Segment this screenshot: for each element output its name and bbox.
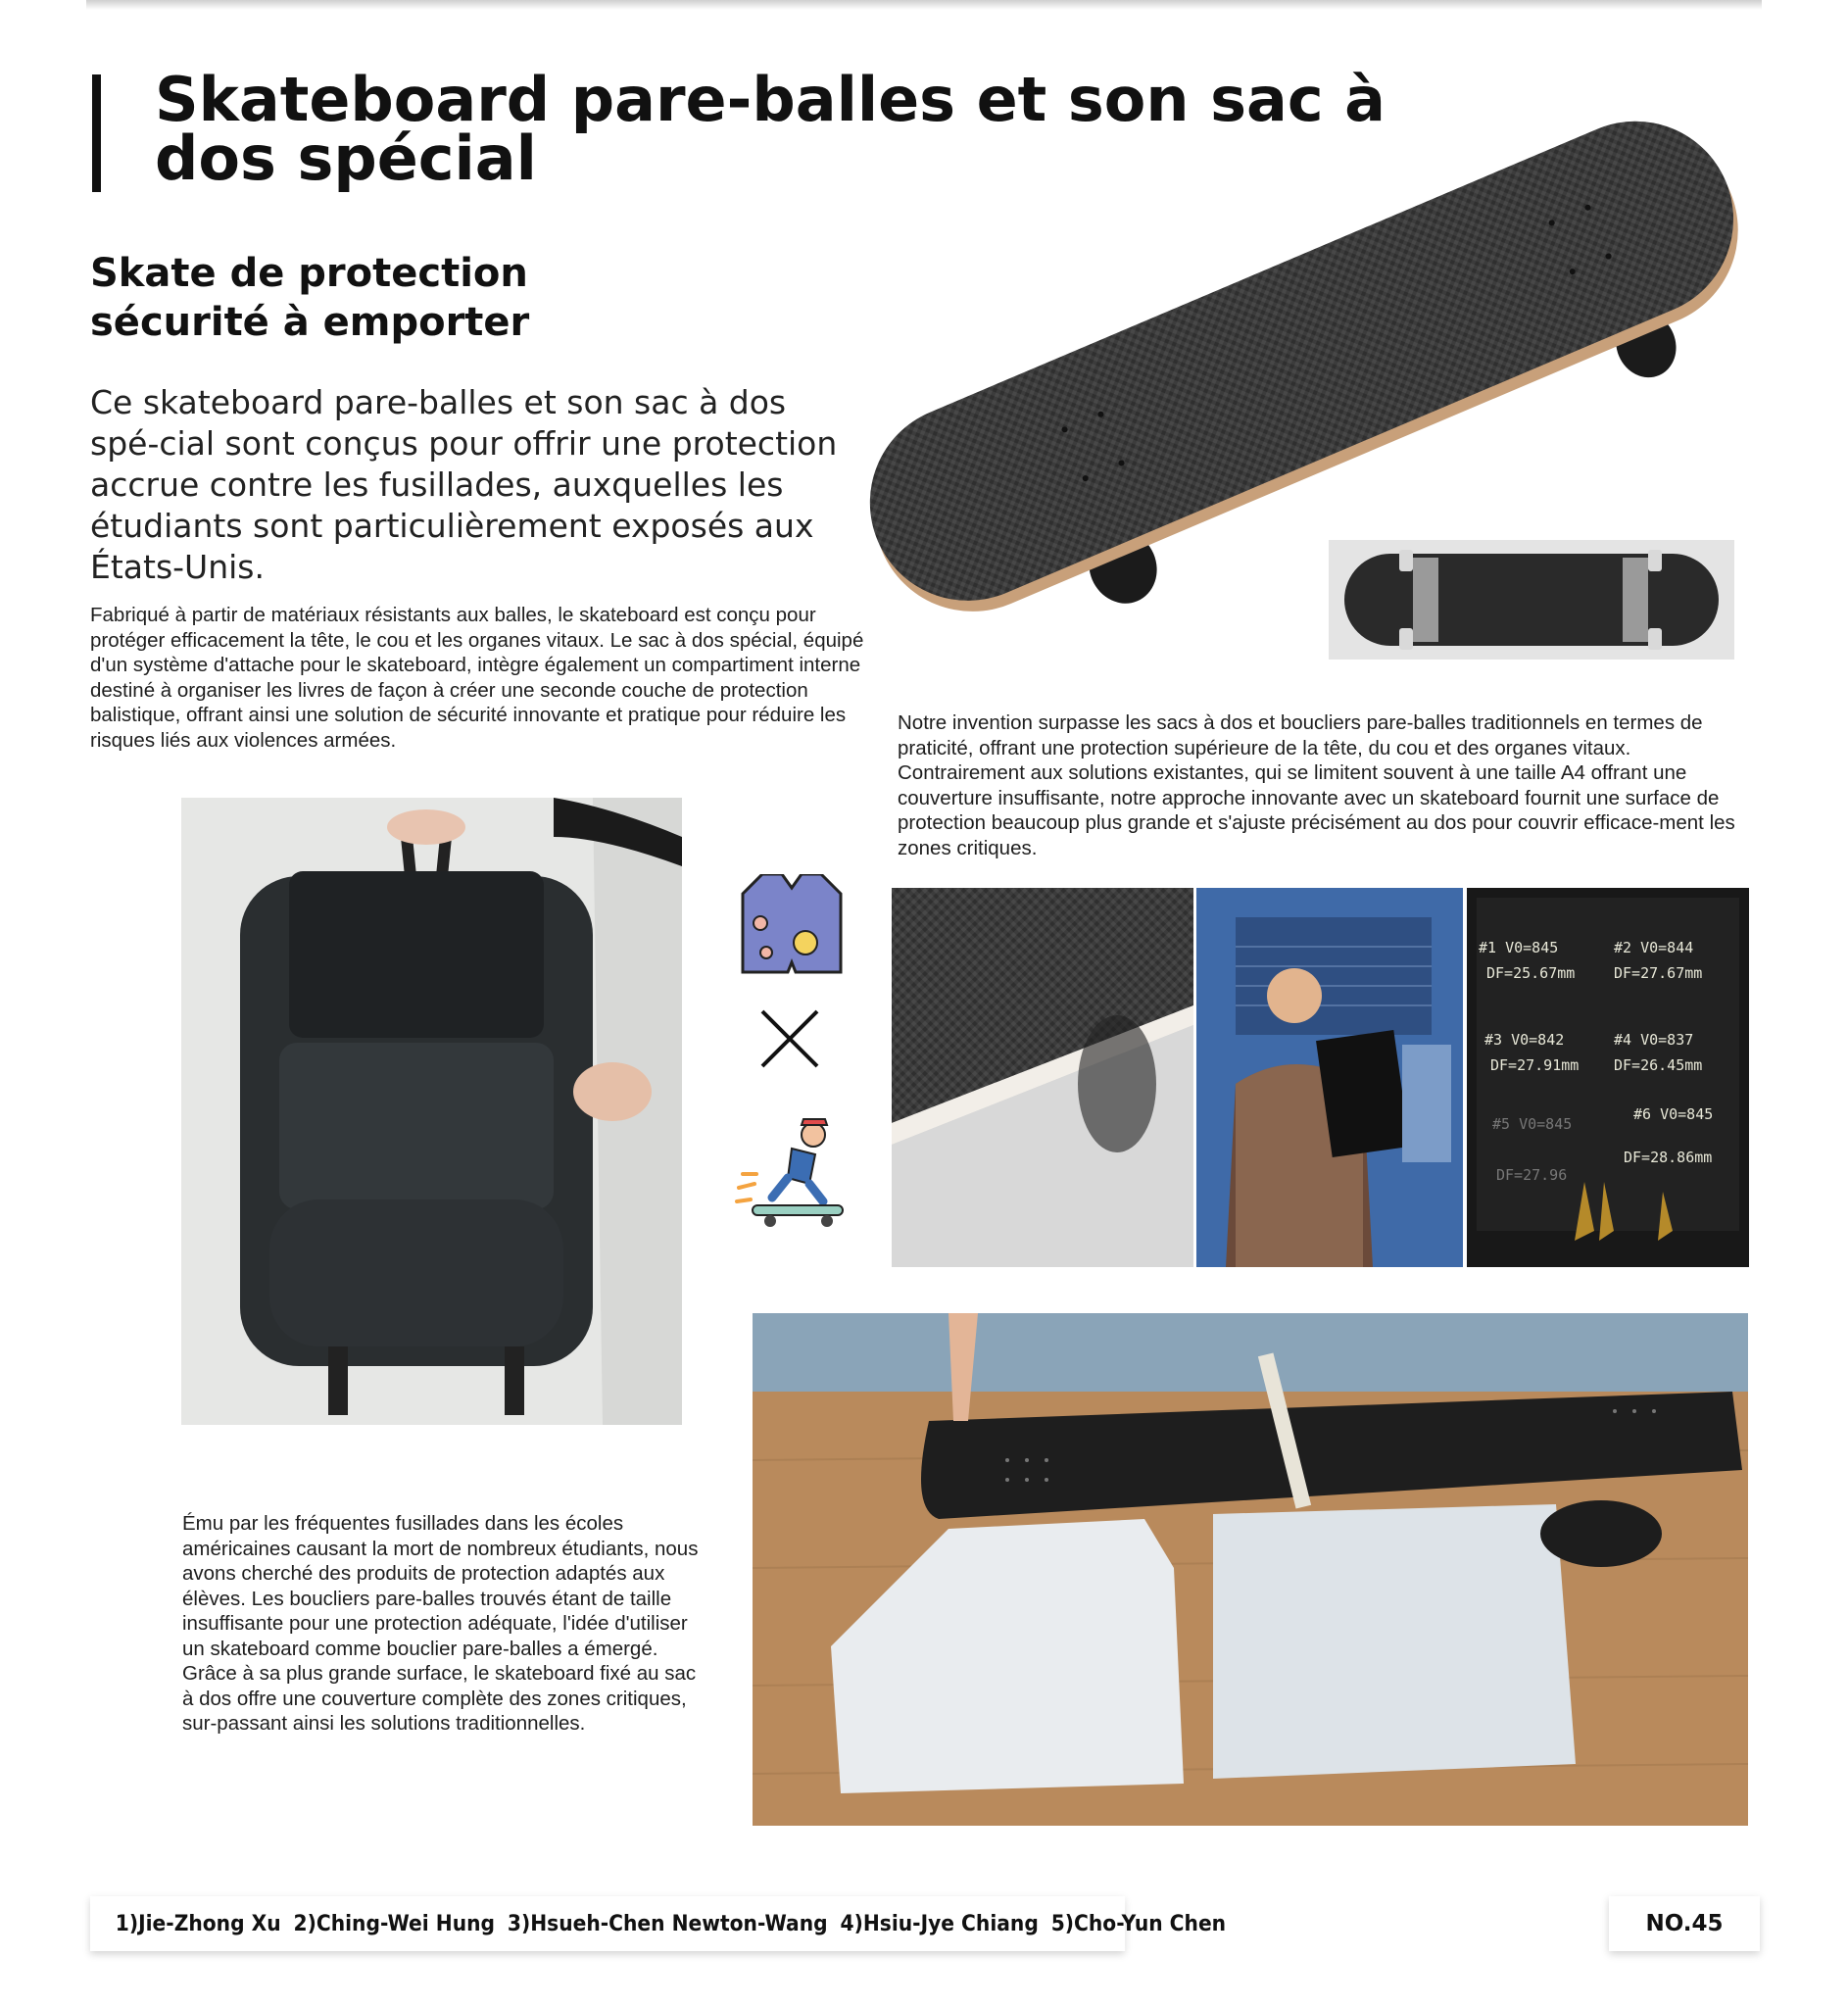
skateboard-underside-image [1329,540,1734,660]
test-note: #2 V0=844 [1614,939,1694,956]
skateboarder-icon [737,1119,843,1227]
author-name: 2)Ching-Wei Hung [293,1911,496,1936]
test-note: #3 V0=842 [1484,1031,1565,1049]
test-note: DF=26.45mm [1614,1056,1703,1074]
vest-icon [743,874,841,972]
authors-footer [90,1896,1227,1951]
page-subtitle: Skate de protection sécurité à emporter [90,251,530,345]
test-note: #1 V0=845 [1479,939,1559,956]
icon-column [733,874,851,1227]
deck-measurement-image [753,1313,1748,1826]
page-title: Skateboard pare-balles et son sac à dos spécial [155,64,1386,194]
materials-paragraph: Fabriqué à partir de matériaux résistants aux balles, le skateboard est conçu pour protéger efficacement la tête, le cou et les organes vitaux. Le sac à dos spécial, équipé d'un système d'attache pour le skateboard, intègre également un compartiment interne destiné à organiser les livres de façon à créer une seconde couche de protection balistique, offrant ainsi une solution de sécurité innovante et pratique pour réduire les risques liés aux violences armées. [90,604,864,752]
test-note: DF=25.67mm [1486,964,1576,982]
backpack-image [181,798,682,1425]
test-note: #5 V0=845 [1492,1115,1573,1133]
author-name: 3)Hsueh-Chen Newton-Wang [507,1911,828,1936]
test-note: #4 V0=837 [1614,1031,1694,1049]
test-note: #6 V0=845 [1633,1105,1714,1123]
motivation-paragraph: Ému par les fréquentes fusillades dans les écoles américaines causant la mort de nombreux étudiants, nous avons cherché des produits de protection adaptés aux élèves. Les boucliers pare-balles trouvés étant de taille insuffisante pour une protection adéquate, l'idée d'utiliser un skateboard comme bouclier pare-balles a émergé. Grâce à sa plus grande surface, le skateboard fixé au sac à dos offre une couverture complète des zones critiques, sur-passant ainsi les solutions traditionnelles. [182,1512,699,1735]
top-shadow-bar [86,0,1762,10]
author-name: 5)Cho-Yun Chen [1050,1911,1227,1936]
inventor-photo [1196,888,1463,1267]
test-note: DF=27.96 [1496,1166,1568,1184]
ballistic-test-panel-image [1467,888,1749,1267]
deck-edge-closeup-image [892,888,1193,1267]
author-name: 1)Jie-Zhong Xu [115,1911,281,1936]
times-icon [762,1011,817,1066]
lead-paragraph: Ce skateboard pare-balles et son sac à dos spé-cial sont conçus pour offrir une protection accrue contre les fusillades, auxquelles les étudiants sont particulièrement exposés aux États-Unis. [90,383,838,586]
test-note: DF=27.67mm [1614,964,1703,982]
title-accent-rule [92,74,101,192]
test-note: DF=28.86mm [1624,1149,1713,1166]
entry-number: NO.45 [1609,1896,1760,1951]
test-note: DF=27.91mm [1490,1056,1580,1074]
invention-paragraph: Notre invention surpasse les sacs à dos et boucliers pare-balles traditionnels en termes de praticité, offrant une protection supérieure de la tête, du cou et des organes vitaux. Contrairement aux solutions existantes, qui se limitent souvent à une taille A4 offrant une couverture insuffisante, notre approche innovante avec un skateboard fournit une surface de protection beaucoup plus grande et s'ajuste précisément au dos pour couvrir efficace-ment les zones critiques. [898,711,1735,859]
author-name: 4)Hsiu-Jye Chiang [840,1911,1039,1936]
